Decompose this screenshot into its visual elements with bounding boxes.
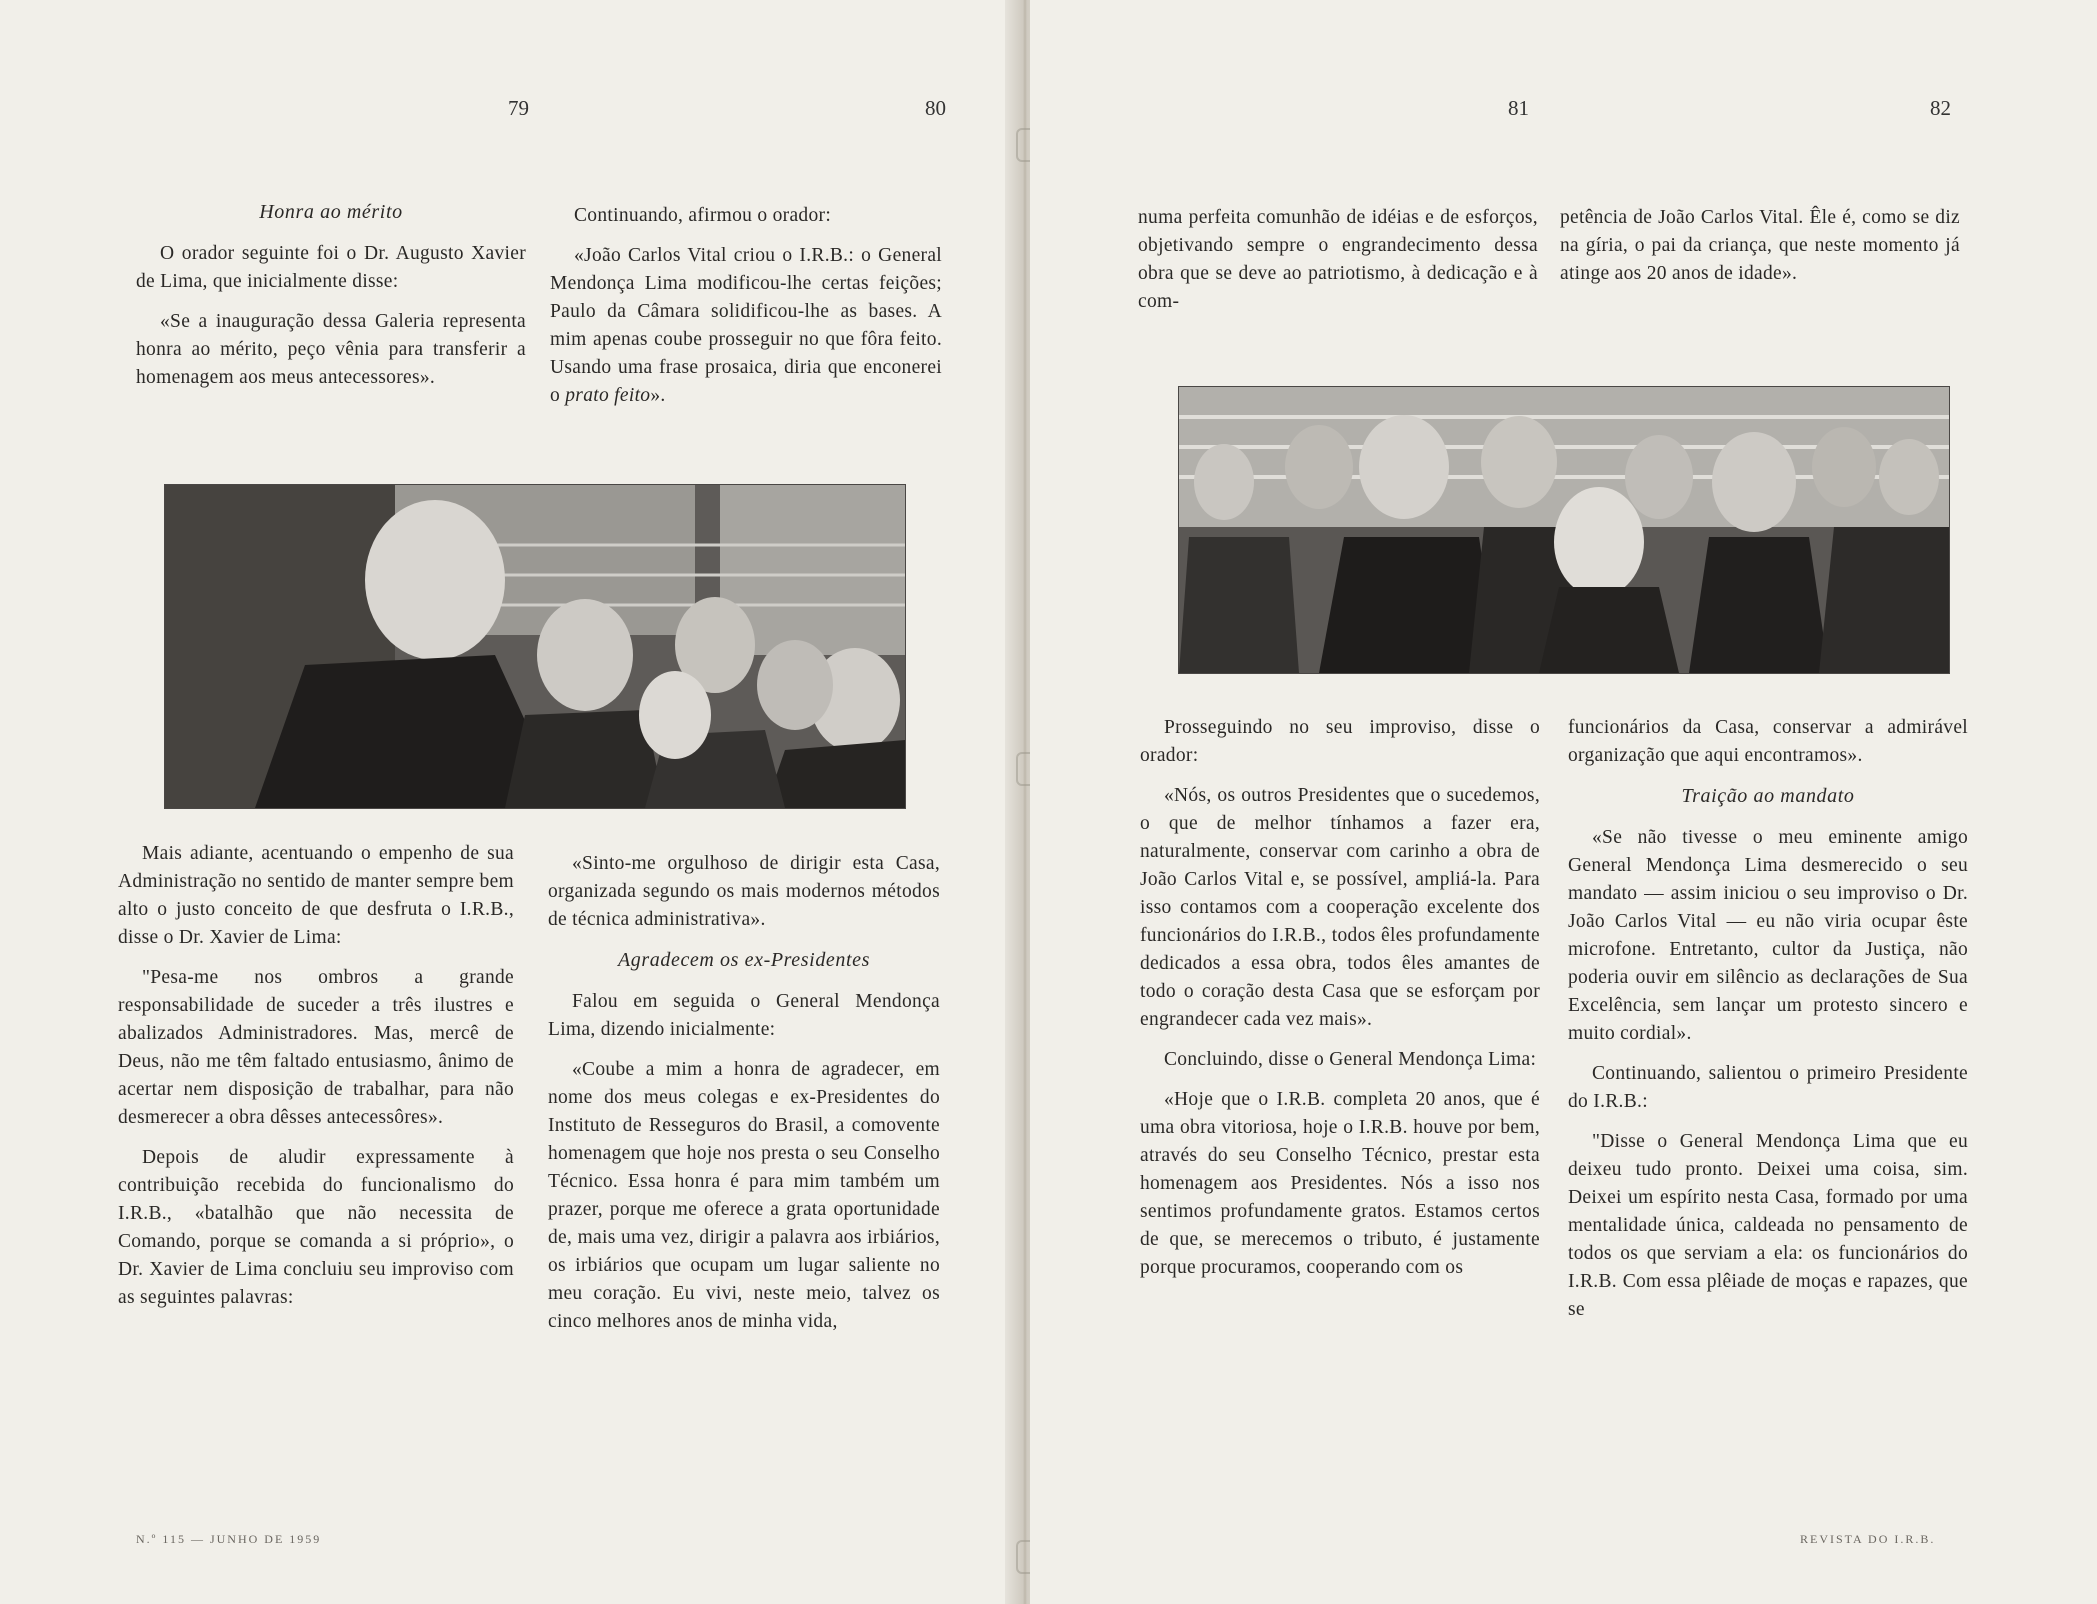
- paragraph: «Se a inauguração dessa Galeria representa honra ao mérito, peço vênia para transferir a homenagem aos meus antecessores».: [136, 311, 526, 388]
- page-number-79: 79: [508, 96, 529, 120]
- section-heading-honra: Honra ao mérito: [259, 201, 403, 223]
- column-81-bottom: [1140, 714, 1540, 1294]
- photo-ceremony-left: [164, 484, 906, 809]
- photo-image: [165, 485, 905, 808]
- paragraph: O orador seguinte foi o Dr. Augusto Xavier de Lima, que inicialmente disse:: [136, 243, 526, 292]
- paragraph: «Nós, os outros Presidentes que o sucedemos, o que de melhor tínhamos a fazer era, naturalmente, conservar com carinho a obra de João Carlos Vital e, se possível, ampliá-la. Para isso contamos com a cooperação excelente dos funcionários do I.R.B., todos êles profundamente dedicados a essa obra, todos êles amantes de todo o coração desta Casa que se esforçam por engrandecer cada vez mais».: [1140, 785, 1540, 1030]
- column-80-bottom: [548, 850, 940, 1348]
- column-80-top: [550, 202, 942, 422]
- paragraph: funcionários da Casa, conservar a admirável organização que aqui encontramos».: [1568, 717, 1968, 766]
- page-number-82: 82: [1930, 96, 1951, 120]
- paragraph: Falou em seguida o General Mendonça Lima, dizendo inicialmente:: [548, 991, 940, 1040]
- left-page: [0, 0, 1018, 1604]
- paragraph: "Pesa-me nos ombros a grande responsabilidade de suceder a três ilustres e abalizados Administradores. Mas, mercê de Deus, não me têm faltado entusiasmo, ânimo de acertar nem disposição de trabalhar, para não desmerecer a obra dêsses antecessôres».: [118, 967, 514, 1128]
- paragraph: Concluindo, disse o General Mendonça Lima:: [1164, 1049, 1537, 1070]
- column-82-top: [1560, 204, 1960, 300]
- paragraph: Mais adiante, acentuando o empenho de sua Administração no sentido de manter sempre bem alto o justo conceito de que desfruta o I.R.B., disse o Dr. Xavier de Lima:: [118, 843, 514, 948]
- footer-publication: REVISTA DO I.R.B.: [1800, 1532, 1936, 1546]
- column-79-top: [136, 198, 526, 404]
- paragraph: Continuando, salientou o primeiro Presidente do I.R.B.:: [1568, 1063, 1968, 1112]
- paragraph: «Se não tivesse o meu eminente amigo General Mendonça Lima desmerecido o seu mandato — assim iniciou o seu improviso o Dr. João Carlos Vital — eu não viria ocupar êste microfone. Entretanto, cultor da Justiça, não poderia ouvir em silêncio as declarações de Sua Excelência, sem lançar um protesto sincero e muito cordial».: [1568, 827, 1968, 1044]
- paragraph: "Disse o General Mendonça Lima que eu deixeu tudo pronto. Deixei uma coisa, sim. Deixei um espírito nesta Casa, formado por uma mentalidade única, caldeada no pensamento de todos os que serviam a ela: os funcionários do I.R.B. Com essa plêiade de moças e rapazes, que se: [1568, 1131, 1968, 1320]
- page-number-80: 80: [925, 96, 946, 120]
- column-81-top: [1138, 204, 1538, 328]
- paragraph: Depois de aludir expressamente à contribuição recebida do funcionalismo do I.R.B., «batalhão que não necessita de Comando, porque se comanda a si próprio», o Dr. Xavier de Lima concluiu seu improviso com as seguintes palavras:: [118, 1147, 514, 1308]
- footer-issue: N.º 115 — JUNHO DE 1959: [136, 1532, 322, 1546]
- section-heading-traicao: Traição ao mandato: [1681, 785, 1855, 807]
- paragraph: «Sinto-me orgulhoso de dirigir esta Casa, organizada segundo os mais modernos métodos de técnica administrativa».: [548, 853, 940, 930]
- paragraph: «Coube a mim a honra de agradecer, em nome dos meus colegas e ex-Presidentes do Instituto de Resseguros do Brasil, a comovente homenagem que hoje nos presta o seu Conselho Técnico. Essa honra é para mim também um prazer, porque me oferece a grata oportunidade de, mais uma vez, dirigir a palavra aos irbiários, os irbiários que ocupam um lugar saliente no meu coração. Eu vivi, neste meio, talvez os cinco melhores anos de minha vida,: [548, 1059, 940, 1332]
- photo-image: [1179, 387, 1949, 673]
- paragraph: Continuando, afirmou o orador:: [574, 205, 832, 226]
- column-79-bottom: [118, 840, 514, 1324]
- section-heading-agradecem: Agradecem os ex-Presidentes: [617, 949, 871, 971]
- paragraph: petência de João Carlos Vital. Êle é, como se diz na gíria, o pai da criança, que neste momento já atinge aos 20 anos de idade».: [1560, 207, 1960, 284]
- paragraph: numa perfeita comunhão de idéias e de esforços, objetivando sempre o engrandecimento dessa obra que se deve ao patriotismo, à dedicação e à com-: [1138, 207, 1538, 312]
- paragraph: Prosseguindo no seu improviso, disse o orador:: [1140, 717, 1540, 766]
- paragraph: «João Carlos Vital criou o I.R.B.: o General Mendonça Lima modificou-lhe certas feições; Paulo da Câmara solidificou-lhe as bases. A mim apenas coube prosseguir no que fôra feito. Usando uma frase prosaica, diria que enconerei o prato feito».: [550, 245, 942, 406]
- paragraph: «Hoje que o I.R.B. completa 20 anos, que é uma obra vitoriosa, hoje o I.R.B. houve por bem, através do seu Conselho Técnico, prestar esta homenagem aos Presidentes. Nós a isso nos sentimos profundamente gratos. Estamos certos de que, se merecemos o tributo, é justamente porque procuramos, cooperando com os: [1140, 1089, 1540, 1278]
- column-82-bottom: [1568, 714, 1968, 1336]
- photo-ceremony-right: [1178, 386, 1950, 674]
- right-page: [1030, 0, 2097, 1604]
- page-number-81: 81: [1508, 96, 1529, 120]
